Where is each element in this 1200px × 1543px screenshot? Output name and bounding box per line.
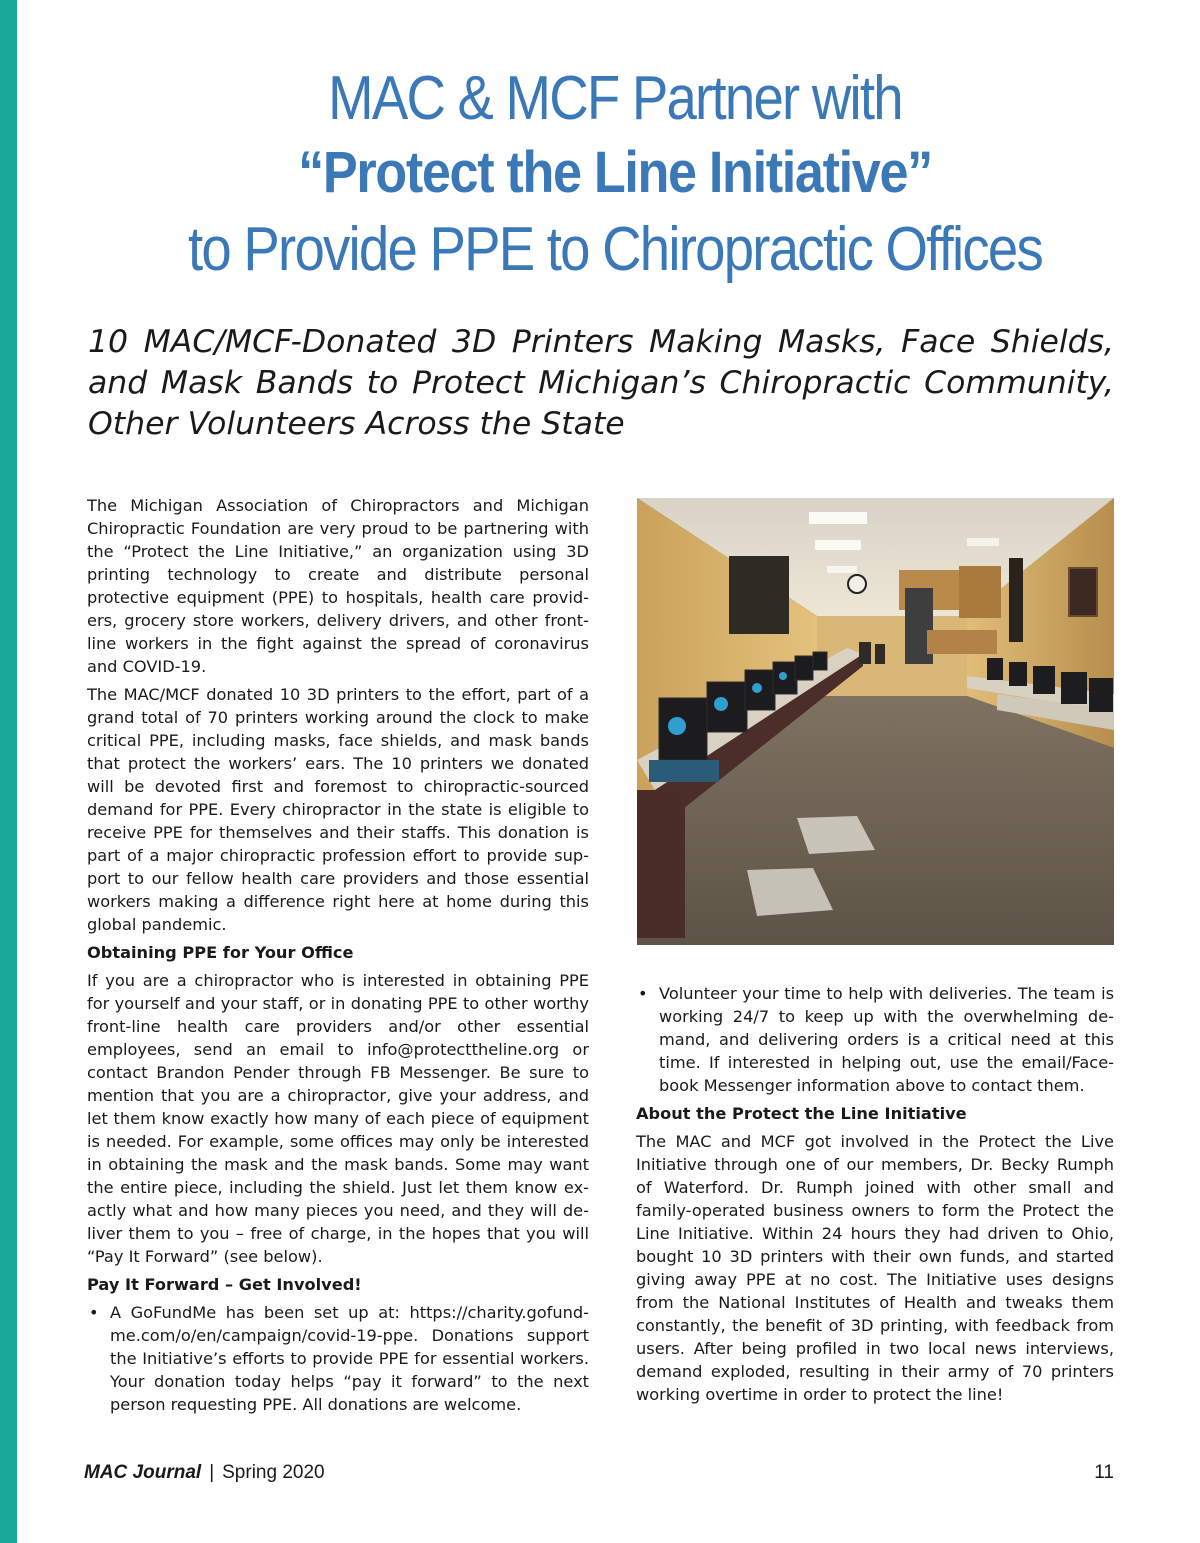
bullet-list-continued: [636, 982, 1114, 1097]
footer-issue: Spring 2020: [222, 1462, 325, 1483]
printer-room-photo: [637, 498, 1114, 945]
paragraph-about: The MAC and MCF got involved in the Protect the Live Initiative through one of our members, Dr. Becky Rumph of Waterford. Dr. Rumph joined with other small and family-operated business owners to form the Protect the Line Initiative. Within 24 hours they had driven to Ohio, bought 10 3D printers with their own funds, and started giving away PPE at no cost. The Initiative uses designs from the National Institutes of Health and tweaks them constantly, the benefit of 3D printing, with feedback from users. After being profiled in two local news interviews, demand exploded, resulting in their army of 70 printers working overtime in order to protect the line!: [636, 1132, 1114, 1404]
headline-line-2: “Protect the Line Initiative”: [298, 140, 932, 205]
headline-line-3: to Provide PPE to Chiropractic Offices: [188, 215, 1042, 284]
list-item: [636, 982, 1114, 1097]
list-item: [87, 1301, 589, 1416]
side-accent-bar: [0, 0, 17, 1543]
page-number: 11: [1094, 1462, 1114, 1483]
headline-line-1: MAC & MCF Partner with: [328, 64, 902, 133]
footer-separator: |: [209, 1462, 215, 1483]
page-footer: [84, 1462, 1114, 1490]
section-heading-pay-it-forward: Pay It Forward – Get Involved!: [87, 1275, 362, 1294]
section-heading-about: About the Protect the Line Initiative: [636, 1104, 967, 1123]
footer-journal-name: MAC Journal: [84, 1462, 202, 1483]
headline: [30, 62, 1200, 290]
list-item-text: Volunteer your time to help with deliveries. The team is working 24/7 to keep up with the overwhelming demand, and delivering orders is a critical need at this time. If interested in helping out, use the email/Facebook Messenger information above to contact them.: [659, 984, 1114, 1095]
subheadline: 10 MAC/MCF-Donated 3D Printers Making Masks, Face Shields, and Mask Bands to Protect Michigan’s Chiropractic Community, Other Volunteers Across the State: [88, 324, 1114, 442]
bullet-icon: •: [89, 1303, 99, 1322]
photo-illustration: [637, 498, 1114, 945]
paragraph-intro: The Michigan Association of Chiropractors and Michigan Chiropractic Foundation are very proud to be partnering with the “Protect the Line Initiative,” an organization using 3D printing technology to create and distribute personal protective equipment (PPE) to hospitals, health care providers, grocery store workers, delivery drivers, and other frontline workers in the fight against the spread of coronavirus and COVID-19.: [87, 496, 589, 676]
right-column: [636, 982, 1114, 1411]
paragraph-obtaining: If you are a chiropractor who is interested in obtaining PPE for yourself and your staff, or in donating PPE to other worthy front-line health care providers and/or other essential employees, send an email to info@protecttheline.org or contact Brandon Pender through FB Messenger. Be sure to mention that you are a chiropractor, give your address, and let them know exactly how many of each piece of equipment is needed. For example, some offices may only be interested in obtaining the mask and the mask bands. Some may want the entire piece, including the shield. Just let them know exactly what and how many pieces you need, and they will deliver them to you – free of charge, in the hopes that you will “Pay It Forward” (see below).: [87, 971, 589, 1266]
section-heading-obtaining: Obtaining PPE for Your Office: [87, 943, 354, 962]
left-column: [87, 494, 589, 1421]
bullet-icon: •: [638, 984, 648, 1003]
bullet-list: [87, 1301, 589, 1416]
paragraph-donation: The MAC/MCF donated 10 3D printers to the effort, part of a grand total of 70 printers working around the clock to make critical PPE, including masks, face shields, and mask bands that protect the workers’ ears. The 10 printers we donated will be devoted first and foremost to chiropractic-sourced demand for PPE. Every chiropractor in the state is eligible to receive PPE for themselves and their staffs. This donation is part of a major chiropractic profession effort to provide support to our fellow health care providers and those essential workers making a difference right here at home during this global pandemic.: [87, 685, 589, 934]
list-item-text: A GoFundMe has been set up at: https://charity.gofundme.com/o/en/campaign/covid-19-ppe. Donations support the Initiative’s efforts to provide PPE for essential workers. Your donation today helps “pay it forward” to the next person requesting PPE. All donations are welcome.: [110, 1303, 589, 1414]
